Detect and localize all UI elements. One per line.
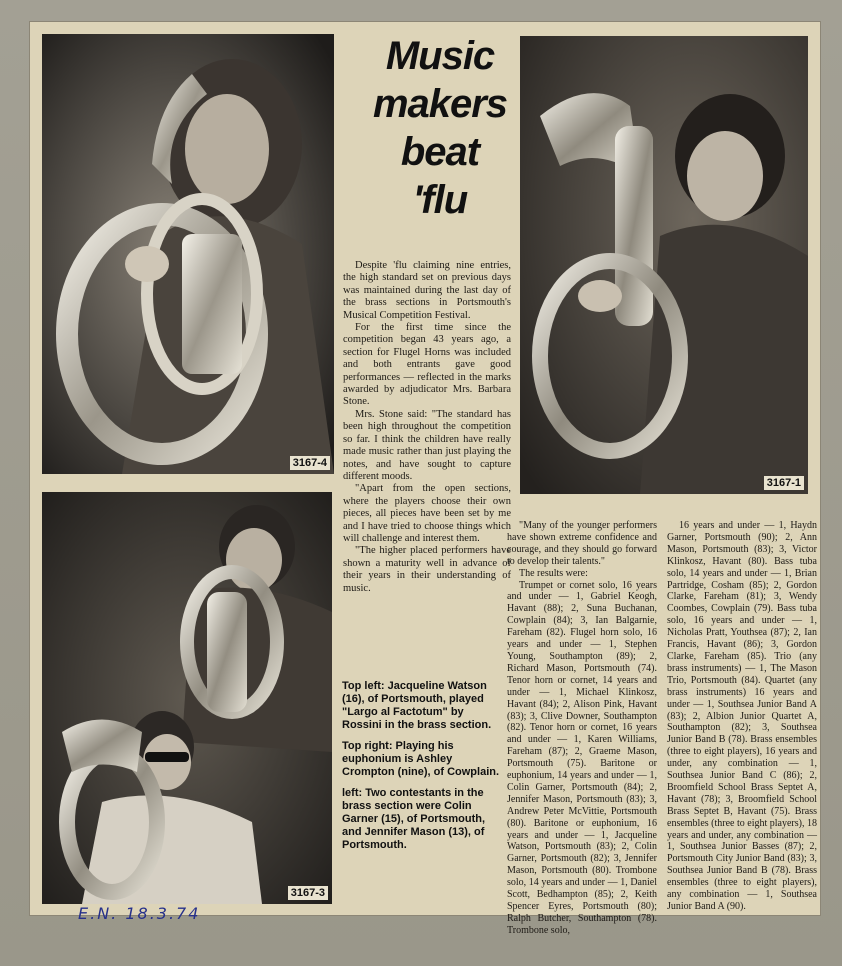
article-column	[343, 260, 511, 595]
headline-line: makers	[372, 82, 508, 126]
tuba-player-photo	[42, 34, 334, 474]
article-paragraph: For the first time since the competition began 43 years ago, a section for Flugel Horns was included and both entrants gave good performances — reflected in the marks awarded by adjudicator Mrs. Barbara Stone.	[343, 322, 511, 408]
headline-line: 'flu	[412, 178, 468, 222]
results-text: 16 years and under — 1, Haydn Garner, Portsmouth (90); 2, Ann Mason, Portsmouth (83); 3, Victor Klinkosz, Havant (80). Bass tuba solo, 14 years and under — 1, Brian Partridge, Cosham (85); 2, Gordon Clarke, Fareham (81); 3, Wendy Coombes, Cowplain (79). Bass tuba solo, 16 years and under — 1, Nicholas Pratt, Youthsea (87); 2, Ian Francis, Havant (86); 3, Gordon Clarke, Fareham (85). Trio (any brass instruments) — 1, The Mason Trio, Portsmouth (84). Quartet (any brass instruments) 16 years and under — 1, Southsea Junior Band A (83); 2, Albion Junior Quartet A, Southampton (82); 3, Southsea Junior Band B (78). Brass ensembles (three to eight players), 16 years and under, any combination — 1, Southsea Junior Band C (86); 2, Broomfield School Brass Septet A, Havant (78); 3, Broomfield School Brass Septet B, Havant (75). Brass ensembles (three to eight players), 18 years and under, any combination — 1, Southsea Junior Basses (87); 2, Portsmouth City Junior Band (83); 3, Southsea Junior Band B (78). Brass ensembles (three to eight players), any combination — 1, Southsea Junior Band A (90).	[667, 520, 817, 912]
photo-tag: 3167-1	[764, 476, 804, 490]
handwritten-date-note: E.N. 18.3.74	[78, 904, 201, 923]
photo-tag: 3167-4	[290, 456, 330, 470]
euphonium-player-photo	[520, 36, 808, 494]
article-paragraph: "The higher placed performers have shown a maturity well in advance of their years in their understanding of music.	[343, 545, 511, 594]
headline-line: beat	[400, 130, 480, 174]
article-paragraph: "Apart from the open sections, where the players choose their own pieces, all pieces have been set by me and I have tried to choose things which will challenge and interest them.	[343, 483, 511, 544]
headline-line: Music	[385, 34, 495, 78]
caption-top-right: Top right: Playing his euphonium is Ashley Crompton (nine), of Cowplain.	[342, 740, 500, 778]
article-paragraph: Despite 'flu claiming nine entries, the high standard set on previous days was maintained during the last day of the brass sections in Portsmouth's Musical Competition Festival.	[343, 260, 511, 321]
article-paragraph: "Many of the younger performers have shown extreme confidence and courage, and they should go forward to develop their talents."	[507, 520, 657, 567]
caption-bottom-left: left: Two contestants in the brass section were Colin Garner (15), of Portsmouth, and Jennifer Mason (13), of Portsmouth.	[342, 787, 486, 851]
article-paragraph: Mrs. Stone said: "The standard has been high throughout the competition so far. I think the children have really made music rather than just playing the notes, and have sought to capture different moods.	[343, 408, 511, 482]
photo-top-right	[520, 36, 808, 494]
newspaper-clipping	[30, 22, 820, 936]
results-column-1	[507, 520, 657, 937]
caption-top-left: Top left: Jacqueline Watson (16), of Portsmouth, played "Largo al Factotum" by Rossini in the brass section.	[342, 680, 492, 731]
results-column-2	[667, 520, 817, 913]
photo-tag: 3167-3	[288, 886, 328, 900]
photo-bottom-left	[42, 492, 332, 904]
results-intro: The results were:	[519, 567, 588, 579]
two-contestants-photo	[42, 492, 332, 904]
results-text: Trumpet or cornet solo, 16 years and under — 1, Gabriel Keogh, Havant (88); 2, Suna Buchanan, Cowplain (84); 3, Ian Balgarnie, Fareham (82). Flugel horn solo, 16 years and under — 1, Stephen Young, Southampton (89); 2, Richard Mason, Portsmouth (74). Tenor horn or cornet, 14 years and under — 1, Michael Klinkosz, Havant (84); 2, Alison Pink, Havant (83); 3, Clive Downer, Southampton (82). Tenor horn or cornet, 16 years and under — 1, Karen Williams, Fareham (87); 2, Graeme Mason, Portsmouth (75). Baritone or euphonium, 14 years and under — 1, Colin Garner, Portsmouth (84); 2, Jennifer Mason, Portsmouth (83); 3, Andrew Peter McVittie, Portsmouth (80). Baritone or euphonium, 16 years and under — 1, Jacqueline Watson, Portsmouth (83); 2, Colin Garner, Portsmouth (82); 3, Jennifer Mason, Portsmouth (80). Trombone solo, 14 years and under — 1, Daniel Scott, Bedhampton (85); 2, Keith Spencer Eyres, Portsmouth (80); Ralph Butcher, Southampton (78). Trombone solo,	[507, 579, 657, 936]
headline	[370, 32, 510, 224]
photo-top-left	[42, 34, 334, 474]
photo-captions	[342, 680, 502, 860]
